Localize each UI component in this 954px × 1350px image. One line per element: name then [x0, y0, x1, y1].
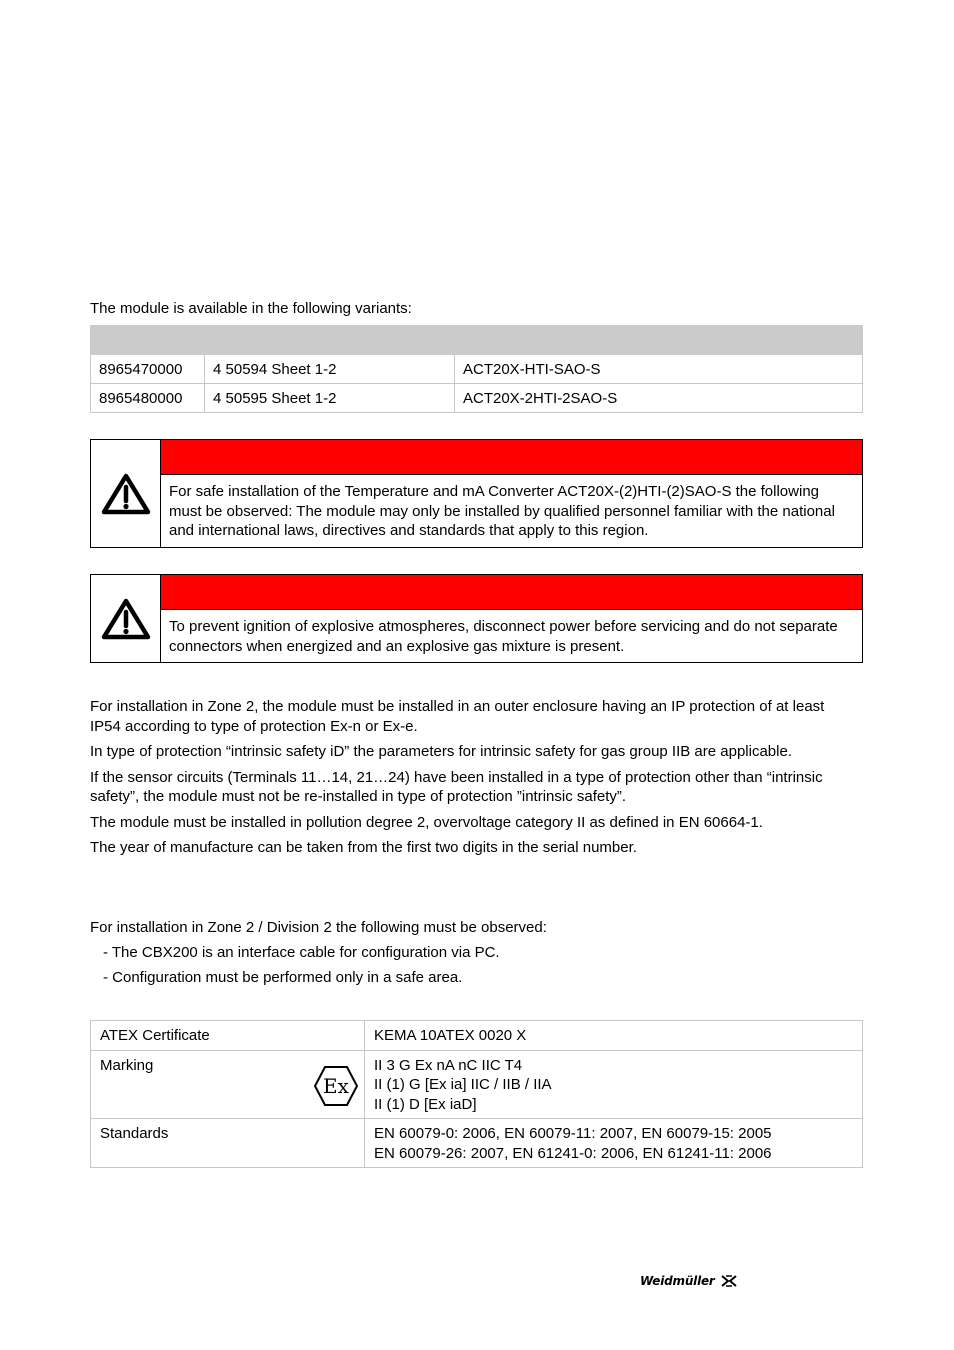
marking-line: II 3 G Ex nA nC IIC T4	[374, 1056, 523, 1074]
paragraph: The module must be installed in pollution degree 2, overvoltage category II as defined in EN 60664-1.	[90, 813, 763, 831]
warning-header-bar	[161, 440, 862, 475]
certificate-sheet: 4 50594 Sheet 1-2	[205, 355, 455, 384]
list-item: - The CBX200 is an interface cable for configuration via PC.	[103, 944, 500, 961]
warning-icon-cell	[91, 440, 161, 547]
installation-notes	[90, 697, 850, 858]
article-number: 8965480000	[91, 384, 205, 413]
certificate-sheet: 4 50595 Sheet 1-2	[205, 384, 455, 413]
paragraph: In type of protection “intrinsic safety iD” the parameters for intrinsic safety for gas group IIB are applicable.	[90, 743, 792, 760]
row-value-cell	[365, 1119, 863, 1168]
paragraph: If the sensor circuits (Terminals 11…14, 21…24) have been installed in a type of protection other than “intrinsic safety”, the module must not be re-installed in type of protection ”intrinsic safety”.	[90, 768, 823, 805]
standards-line: EN 60079-0: 2006, EN 60079-11: 2007, EN 60079-15: 2005	[374, 1125, 772, 1142]
paragraph: The year of manufacture can be taken from the first two digits in the serial number.	[90, 839, 637, 856]
table-header-cell	[455, 326, 863, 355]
atex-table	[90, 1020, 863, 1168]
row-label: ATEX Certificate	[91, 1021, 365, 1051]
table-header-cell	[91, 326, 205, 355]
row-label: Standards	[91, 1119, 365, 1168]
warning-icon-cell	[91, 575, 161, 662]
zone2-intro: For installation in Zone 2 / Division 2 the following must be observed:	[90, 919, 547, 936]
table-row	[91, 1119, 863, 1168]
warning-text: To prevent ignition of explosive atmospheres, disconnect power before servicing and do not separate connectors when energized and an explosive gas mixture is present.	[169, 618, 838, 655]
warning-triangle-icon	[101, 473, 151, 515]
table-row	[91, 355, 863, 384]
warning-box	[90, 439, 863, 548]
article-number: 8965470000	[91, 355, 205, 384]
warning-box	[90, 574, 863, 663]
row-value-cell	[365, 1050, 863, 1119]
paragraph: For installation in Zone 2, the module must be installed in an outer enclosure having an IP protection of at least IP54 according to type of protection Ex-n or Ex-e.	[90, 698, 825, 735]
table-header-row	[91, 326, 863, 355]
svg-text:Ex: Ex	[323, 1073, 349, 1098]
list-item: - Configuration must be performed only in a safe area.	[103, 969, 463, 986]
row-value: KEMA 10ATEX 0020 X	[365, 1021, 863, 1051]
ex-mark-icon	[313, 1065, 359, 1107]
row-label: Marking	[100, 1056, 154, 1074]
row-label-cell	[91, 1050, 365, 1119]
marking-line: II (1) G [Ex ia] IIC / IIB / IIA	[374, 1076, 552, 1093]
table-row	[91, 1021, 863, 1051]
marking-line: II (1) D [Ex iaD]	[374, 1095, 477, 1113]
warning-header-bar	[161, 575, 862, 610]
weidmuller-logo-icon	[720, 1274, 738, 1288]
zone2-list	[103, 940, 500, 990]
table-row	[91, 384, 863, 413]
footer-logo	[640, 1274, 738, 1288]
variants-table	[90, 325, 863, 413]
product-type: ACT20X-HTI-SAO-S	[455, 355, 863, 384]
table-row	[91, 1050, 863, 1119]
warning-text: For safe installation of the Temperature and mA Converter ACT20X-(2)HTI-(2)SAO-S the following must be observed: The module may only be installed by qualified personnel familiar with the national and international laws, directives and standards that apply to this region.	[169, 483, 835, 539]
table-header-cell	[205, 326, 455, 355]
product-type: ACT20X-2HTI-2SAO-S	[455, 384, 863, 413]
intro-text: The module is available in the following variants:	[90, 300, 412, 317]
brand-name: Weidmüller	[640, 1274, 715, 1288]
warning-triangle-icon	[101, 598, 151, 640]
standards-line: EN 60079-26: 2007, EN 61241-0: 2006, EN 61241-11: 2006	[374, 1144, 772, 1162]
